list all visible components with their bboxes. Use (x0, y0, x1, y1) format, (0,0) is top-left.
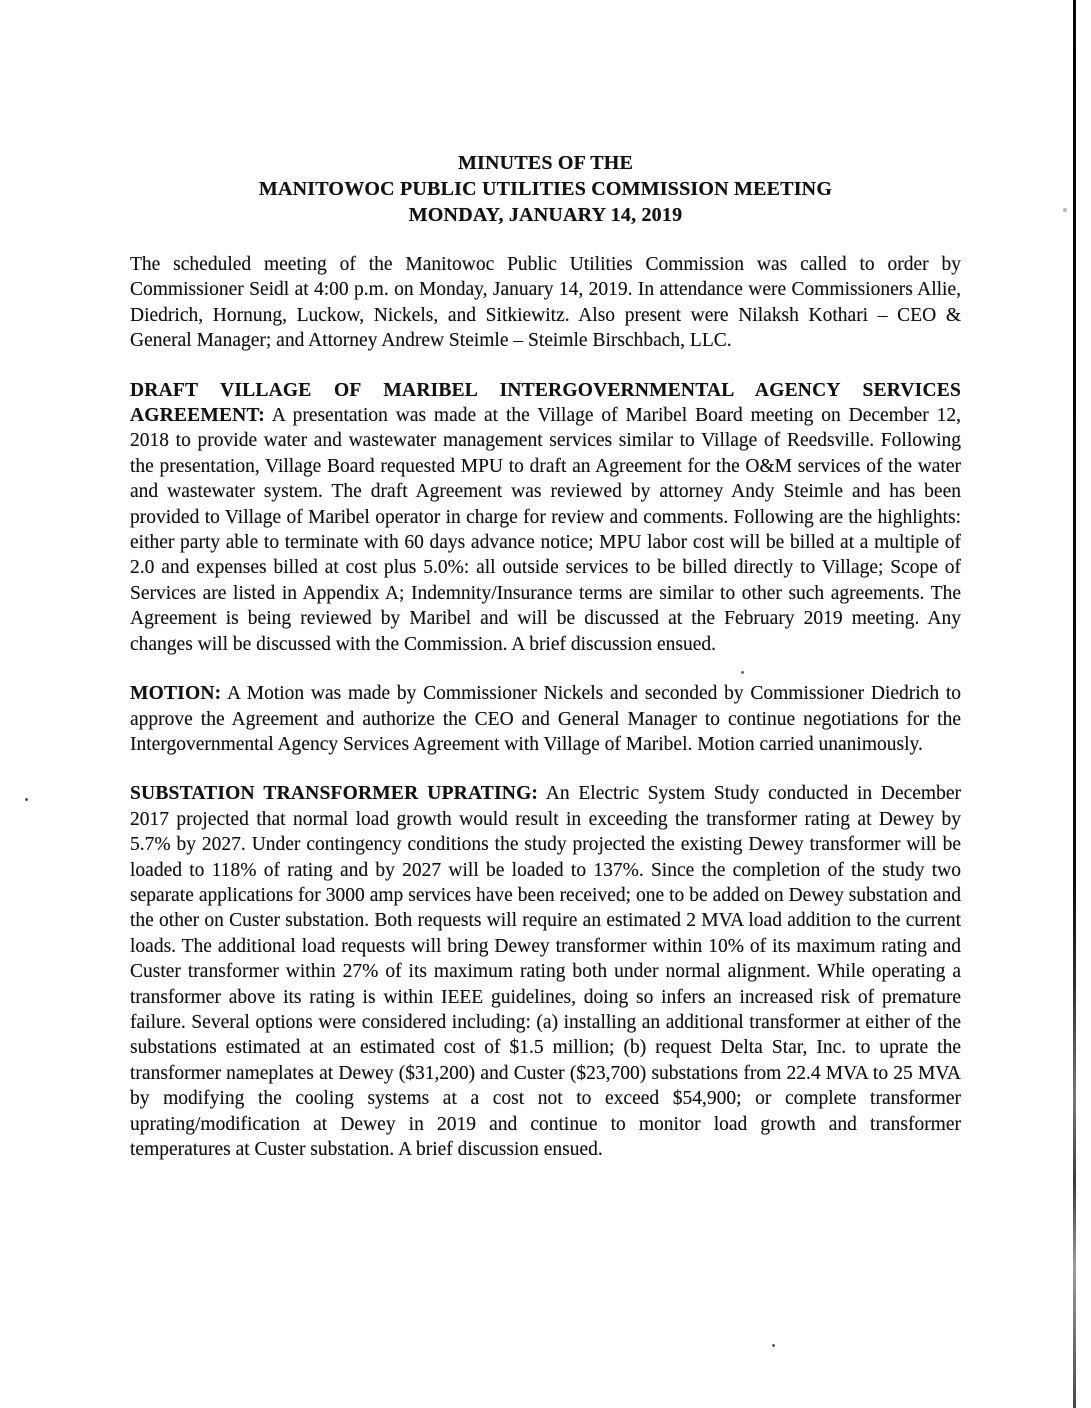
paragraph-transformer-uprating (130, 781, 961, 1162)
paragraph-call-to-order (130, 252, 961, 354)
section-heading: MOTION: (130, 683, 222, 705)
paragraph-body: A presentation was made at the Village of Maribel Board meeting on December 12, 2018 to provide water and wastewater management services similar to Village of Reedsville. Following the presentation, Village Board requested MPU to draft an Agreement for the O&M services of the water and wastewater system. The draft Agreement was reviewed by attorney Andy Steimle and has been provided to Village of Maribel operator in charge for review and comments. Following are the highlights: either party able to terminate with 60 days advance notice; MPU labor cost will be billed at a multiple of 2.0 and expenses billed at cost plus 5.0%: all outside services to be billed directly to Village; Scope of Services are listed in Appendix A; Indemnity/Insurance terms are similar to other such agreements. The Agreement is being reviewed by Maribel and will be discussed at the February 2019 meeting. Any changes will be discussed with the Commission. A brief discussion ensued. (130, 405, 961, 655)
scan-speck (25, 798, 28, 801)
paragraph-body: The scheduled meeting of the Manitowoc Public Utilities Commission was called to order by Commissioner Seidl at 4:00 p.m. on Monday, January 14, 2019. In attendance were Commissioners Allie, Diedrich, Hornung, Luckow, Nickels, and Sitkiewitz. Also present were Nilaksh Kothari – CEO & General Manager; and Attorney Andrew Steimle – Steimle Birschbach, LLC. (130, 254, 961, 352)
section-heading: SUBSTATION TRANSFORMER UPRATING: (130, 783, 539, 805)
document-page (130, 150, 961, 1162)
title-line-minutes: MINUTES OF THE (457, 152, 634, 174)
title-line-commission: MANITOWOC PUBLIC UTILITIES COMMISSION MEETING (258, 178, 833, 200)
paragraph-body: A Motion was made by Commissioner Nickels and seconded by Commissioner Diedrich to approve the Agreement and authorize the CEO and General Manager to continue negotiations for the Intergovernmental Agency Services Agreement with Village of Maribel. Motion carried unanimously. (130, 683, 961, 755)
paragraph-motion (130, 681, 961, 757)
paragraph-body: An Electric System Study conducted in December 2017 projected that normal load growth would result in exceeding the transformer rating at Dewey by 5.7% by 2027. Under contingency conditions the study projected the existing Dewey transformer will be loaded to 118% of rating and by 2027 will be loaded to 137%. Since the completion of the study two separate applications for 3000 amp services have been received; one to be added on Dewey substation and the other on Custer substation. Both requests will require an estimated 2 MVA load addition to the current loads. The additional load requests will bring Dewey transformer within 10% of its maximum rating and Custer transformer within 27% of its maximum rating both under normal alignment. While operating a transformer above its rating is within IEEE guidelines, doing so infers an increased risk of premature failure. Several options were considered including: (a) installing an additional transformer at either of the substations estimated at an estimated cost of $1.5 million; (b) request Delta Star, Inc. to uprate the transformer nameplates at Dewey ($31,200) and Custer ($23,700) substations from 22.4 MVA to 25 MVA by modifying the cooling systems at a cost not to exceed $54,900; or complete transformer uprating/modification at Dewey in 2019 and continue to monitor load growth and transformer temperatures at Custer substation. A brief discussion ensued. (130, 783, 961, 1160)
scan-speck (772, 1344, 775, 1347)
scan-speck (1063, 208, 1067, 212)
paragraph-maribel-agreement (130, 378, 961, 657)
section-heading: DRAFT VILLAGE OF MARIBEL INTERGOVERNMENTAL AGENCY SERVICES AGREEMENT: (130, 379, 961, 427)
scan-edge-line-artifact (1073, 0, 1076, 1408)
document-title-block (130, 150, 961, 228)
title-line-date: MONDAY, JANUARY 14, 2019 (408, 204, 683, 226)
